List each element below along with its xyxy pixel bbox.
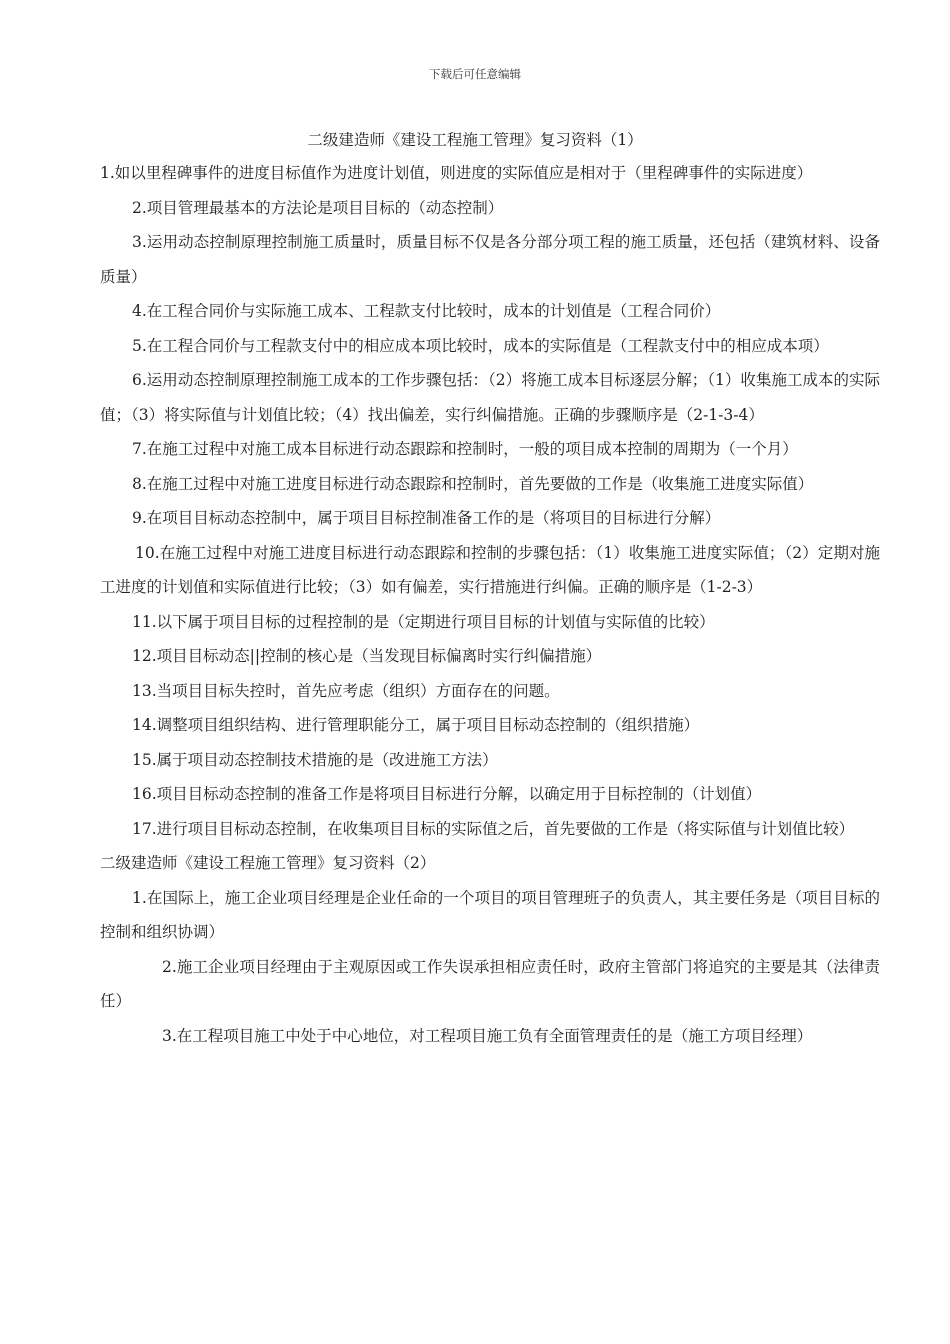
list-item: 17.进行项目目标动态控制，在收集项目目标的实际值之后，首先要做的工作是（将实际值与计划值比较） [132,819,855,838]
list-item: 6.运用动态控制原理控制施工成本的工作步骤包括：（2）将施工成本目标逐层分解；（1）收集施工成本的实际值；（3）将实际值与计划值比较；（4）找出偏差，实行纠偏措施。正确的步骤顺序是（2-1-3-4） [100,371,880,424]
list-item: 15.属于项目动态控制技术措施的是（改进施工方法） [132,750,498,769]
list-item: 4.在工程合同价与实际施工成本、工程款支付比较时，成本的计划值是（工程合同价） [132,302,721,320]
list-item: 3.在工程项目施工中处于中心地位，对工程项目施工负有全面管理责任的是（施工方项目经理） [162,1026,813,1045]
list-item: 16.项目目标动态控制的准备工作是将项目目标进行分解，以确定用于目标控制的（计划值） [132,785,762,803]
section-title-1: 二级建造师《建设工程施工管理》复习资料（1） [307,131,643,149]
list-item: 8.在施工过程中对施工进度目标进行动态跟踪和控制时，首先要做的工作是（收集施工进度实际值） [132,474,814,493]
list-item: 13.当项目目标失控时，首先应考虑（组织）方面存在的问题。 [132,681,560,700]
list-item: 2.施工企业项目经理由于主观原因或工作失误承担相应责任时，政府主管部门将追究的主要是其（法律责任） [100,957,880,1010]
list-item: 1.如以里程碑事件的进度目标值作为进度计划值，则进度的实际值应是相对于（里程碑事件的实际进度） [100,164,813,182]
list-item: 14.调整项目组织结构、进行管理职能分工，属于项目目标动态控制的（组织措施） [132,716,700,734]
list-item: 1.在国际上，施工企业项目经理是企业任命的一个项目的项目管理班子的负责人，其主要任务是（项目目标的控制和组织协调） [100,888,880,941]
list-item: 7.在施工过程中对施工成本目标进行动态跟踪和控制时，一般的项目成本控制的周期为（一个月） [132,440,798,458]
list-item: 9.在项目目标动态控制中，属于项目目标控制准备工作的是（将项目的目标进行分解） [132,509,721,527]
section-title-2: 二级建造师《建设工程施工管理》复习资料（2） [100,854,436,872]
list-item: 5.在工程合同价与工程款支付中的相应成本项比较时，成本的实际值是（工程款支付中的相应成本项） [132,336,829,355]
list-item: 11.以下属于项目目标的过程控制的是（定期进行项目目标的计划值与实际值的比较） [132,612,715,631]
document-body [100,156,880,1053]
list-item: 2.项目管理最基本的方法论是项目目标的（动态控制） [132,198,504,217]
page-header: 下载后可任意编辑 [429,67,521,81]
list-item: 12.项目目标动态||控制的核心是（当发现目标偏离时实行纠偏措施） [132,647,602,665]
list-item: 3.运用动态控制原理控制施工质量时，质量目标不仅是各分部分项工程的施工质量，还包括（建筑材料、设备质量） [100,233,880,286]
list-item: 10.在施工过程中对施工进度目标进行动态跟踪和控制的步骤包括：（1）收集施工进度实际值；（2）定期对施工进度的计划值和实际值进行比较；（3）如有偏差，实行措施进行纠偏。正确的顺序是（1-2-3） [100,543,880,596]
